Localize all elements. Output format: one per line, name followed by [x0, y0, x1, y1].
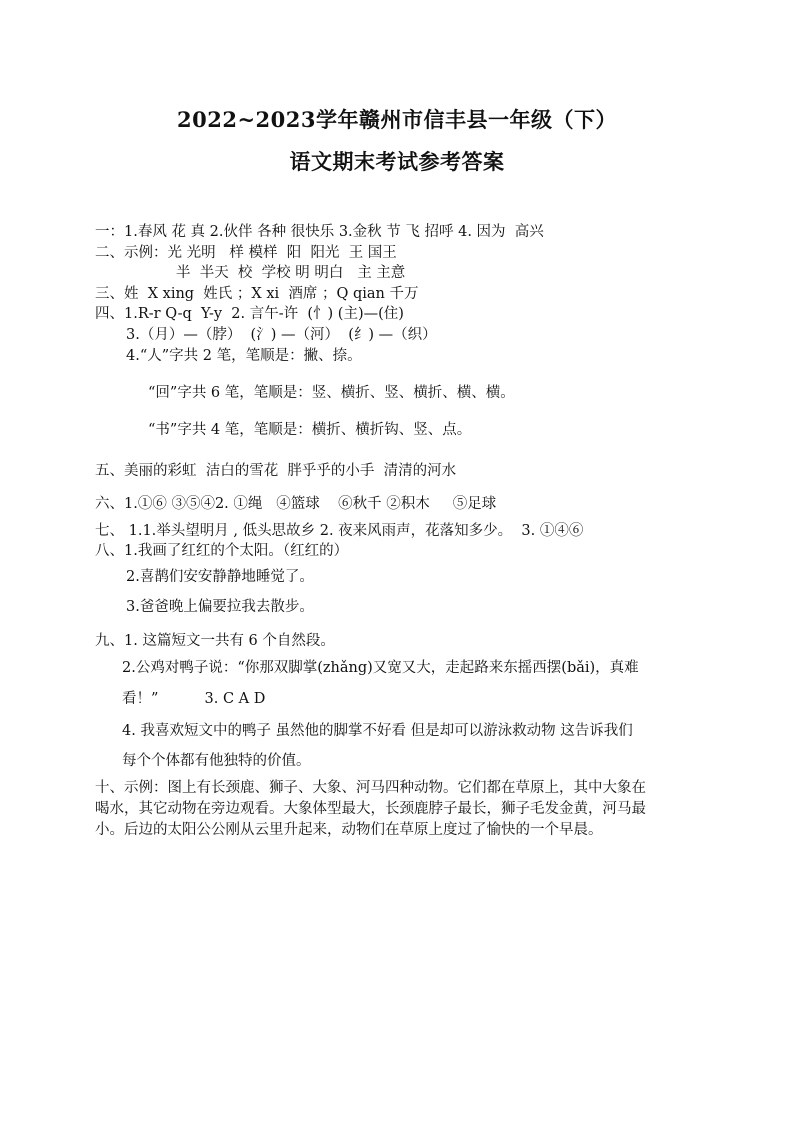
- answer-line-4-4: “回”字共 6 笔，笔顺是：竖、横折、竖、横折、横、横。: [148, 385, 515, 401]
- answer-line-8-2: 2.喜鹊们安安静静地睡觉了。: [126, 569, 314, 585]
- answer-line-4-3: 4.“人”字共 2 笔，笔顺是：撇、捺。: [126, 348, 362, 364]
- answer-line-5: 五、美丽的彩虹 洁白的雪花 胖乎乎的小手 清清的河水: [95, 463, 457, 479]
- answer-line-10-3: 小。后边的太阳公公刚从云里升起来，动物们在草原上度过了愉快的一个早晨。: [95, 822, 603, 838]
- answer-line-4-1: 四、1.R-r Q-q Y-y 2. 言午-许 (忄) (主)—(住): [95, 306, 404, 322]
- answer-line-4-2: 3.（月）—（脖） (氵) —（河） (纟) —（织）: [126, 327, 437, 343]
- answer-line-9-2: 2.公鸡对鸭子说：“你那双脚掌(zhǎng)又宽又大，走起路来东摇西摆(bǎi)，真难: [122, 660, 639, 676]
- answer-line-3: 三、姓 X xing 姓氏 ；X xi 酒席 ；Q qian 千万: [95, 286, 419, 302]
- page-title: 2022~2023学年赣州市信丰县一年级（下）: [177, 107, 617, 132]
- answer-line-10-1: 十、示例：图上有长颈鹿、狮子、大象、河马四种动物。它们都在草原上，其中大象在: [95, 780, 646, 796]
- answer-line-2-1: 二、示例：光 光明 样 模样 阳 阳光 王 国王: [95, 245, 397, 261]
- answer-line-8-1: 八、1.我画了红红的个太阳。（红红的）: [95, 543, 349, 559]
- answer-line-6: 六、1.①⑥ ③⑤④2. ①绳 ④篮球 ⑥秋千 ②积木 ⑤足球: [95, 496, 497, 512]
- answer-line-4-5: “书”字共 4 笔，笔顺是：横折、横折钩、竖、点。: [148, 422, 472, 438]
- answer-line-1: 一：1.春风 花 真 2.伙伴 各种 很快乐 3.金秋 节 飞 招呼 4. 因为 高兴: [95, 224, 544, 240]
- answer-line-2-2: 半 半天 校 学校 明 明白 主 主意: [176, 265, 406, 281]
- answer-line-8-3: 3.爸爸晚上偏要拉我去散步。: [126, 599, 314, 615]
- answer-line-7: 七、 1.1.举头望明月 , 低头思故乡 2. 夜来风雨声，花落知多少。 3. ①④⑥: [95, 523, 584, 539]
- answer-line-9-1: 九、1. 这篇短文一共有 6 个自然段。: [95, 633, 335, 649]
- answer-line-9-5: 每个个体都有他独特的价值。: [122, 753, 311, 769]
- answer-line-10-2: 喝水，其它动物在旁边观看。大象体型最大，长颈鹿脖子最长，狮子毛发金黄，河马最: [95, 801, 646, 817]
- answer-line-9-4: 4. 我喜欢短文中的鸭子 虽然他的脚掌不好看 但是却可以游泳救动物 这告诉我们: [122, 723, 633, 739]
- answer-line-9-3: 看！” 3. C A D: [122, 691, 266, 707]
- page-subtitle: 语文期末考试参考答案: [289, 149, 505, 174]
